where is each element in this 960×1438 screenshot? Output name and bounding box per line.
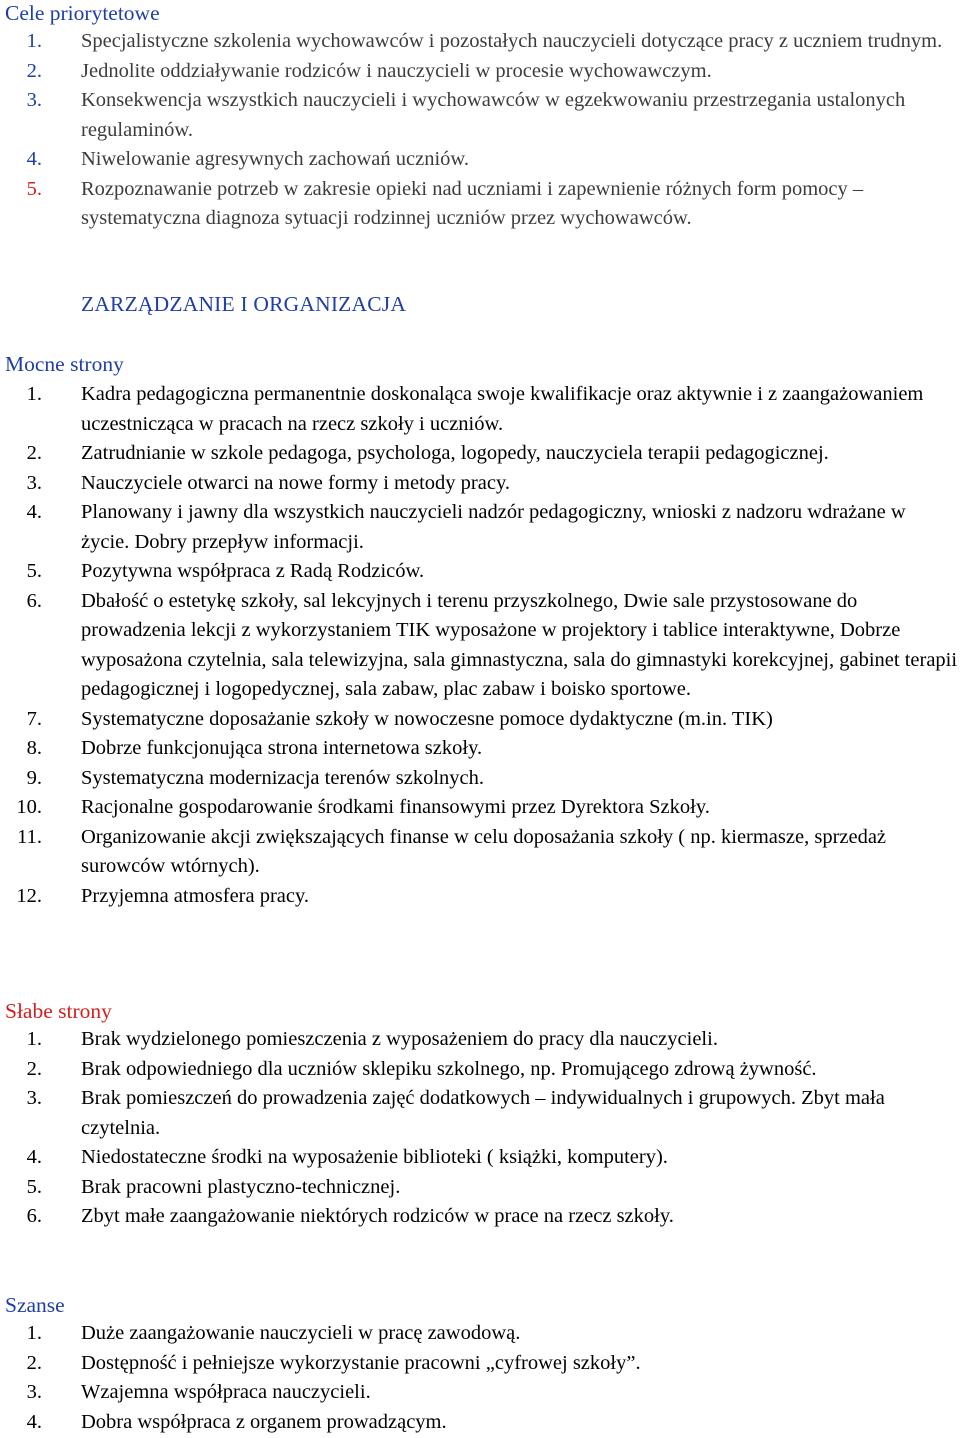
item-text: Dbałość o estetykę szkoły, sal lekcyjnych i terenu przyszkolnego, Dwie sale przystosowane do prowadzenia lekcji z wykorzystaniem TIK wyposażone w projektory i tablice interaktywne, Dobrze wyposażona czytelnia, sala telewizyjna, sala gimnastyczna, sala do gimnastyki korekcyjnej, gabinet terapii pedagogicznej i logopedycznej, sala zabaw, plac zabaw i boisko sportowe. (81, 589, 958, 700)
item-text: Duże zaangażowanie nauczycieli w pracę zawodową. (81, 1322, 521, 1344)
item-text: Planowany i jawny dla wszystkich nauczycieli nadzór pedagogiczny, wnioski z nadzoru wdrażane w życie. Dobry przepływ informacji. (81, 501, 906, 553)
strengths-heading: Mocne strony (5, 352, 124, 376)
item-number: 9. (26, 766, 42, 789)
list-item (0, 175, 960, 234)
item-number: 4. (26, 501, 42, 523)
list-item (0, 439, 960, 469)
list-item (0, 734, 960, 764)
item-number: 12. (16, 884, 42, 907)
list-item (0, 57, 960, 87)
opportunities-heading: Szanse (5, 1293, 65, 1317)
item-number: 1. (26, 383, 42, 405)
item-text: Specjalistyczne szkolenia wychowawców i pozostałych nauczycieli dotyczące pracy z uczniem trudnym. (81, 30, 943, 52)
item-number: 6. (26, 589, 42, 612)
list-item (0, 1378, 960, 1408)
list-item (0, 1408, 960, 1438)
item-text: Niwelowanie agresywnych zachowań uczniów. (81, 148, 470, 170)
item-text: Rozpoznawanie potrzeb w zakresie opieki nad uczniami i zapewnienie różnych form pomocy – systematyczna diagnoza sytuacji rodzinnej uczniów przez wychowawców. (81, 177, 864, 229)
list-item (0, 145, 960, 175)
item-number: 5. (26, 177, 42, 200)
item-number: 2. (26, 1057, 42, 1080)
list-item (0, 793, 960, 823)
list-item (0, 1349, 960, 1379)
item-number: 4. (26, 1146, 42, 1168)
item-text: Zatrudnianie w szkole pedagoga, psychologa, logopedy, nauczyciela terapii pedagogicznej. (81, 442, 829, 464)
list-item (0, 498, 960, 557)
item-text: Dobra współpraca z organem prowadzącym. (81, 1410, 447, 1433)
list-item (0, 764, 960, 794)
item-text: Systematyczna modernizacja terenów szkolnych. (81, 766, 485, 789)
item-number: 1. (26, 1322, 42, 1344)
strengths-list (0, 380, 960, 911)
item-number: 4. (26, 1410, 42, 1433)
item-number: 4. (26, 148, 42, 170)
item-number: 3. (26, 89, 42, 111)
list-item (0, 86, 960, 145)
weaknesses-heading: Słabe strony (5, 999, 112, 1023)
list-item (0, 27, 960, 57)
priorities-list (0, 27, 960, 234)
item-number: 7. (26, 707, 42, 730)
item-number: 5. (26, 1175, 42, 1198)
item-text: Wzajemna współpraca nauczycieli. (81, 1381, 371, 1403)
section-title: ZARZĄDZANIE I ORGANIZACJA (81, 292, 407, 316)
item-number: 2. (26, 1351, 42, 1374)
item-text: Organizowanie akcji zwiększających finanse w celu doposażania szkoły ( np. kiermasze, sprzedaż surowców wtórnych). (81, 825, 887, 877)
item-number: 6. (26, 1205, 42, 1227)
item-text: Niedostateczne środki na wyposażenie biblioteki ( książki, komputery). (81, 1146, 668, 1168)
item-number: 3. (26, 471, 42, 494)
item-text: Brak pomieszczeń do prowadzenia zajęć dodatkowych – indywidualnych i grupowych. Zbyt mała czytelnia. (81, 1087, 885, 1139)
item-text: Brak wydzielonego pomieszczenia z wyposażeniem do pracy dla nauczycieli. (81, 1028, 718, 1050)
item-text: Dostępność i pełniejsze wykorzystanie pracowni „cyfrowej szkoły”. (81, 1351, 641, 1374)
item-number: 1. (26, 30, 42, 52)
item-number: 5. (26, 560, 42, 582)
item-text: Pozytywna współpraca z Radą Rodziców. (81, 560, 425, 582)
weaknesses-list (0, 1025, 960, 1232)
item-text: Dobrze funkcjonująca strona internetowa szkoły. (81, 737, 483, 759)
item-number: 1. (26, 1028, 42, 1050)
item-number: 10. (16, 796, 42, 818)
item-text: Nauczyciele otwarci na nowe formy i metody pracy. (81, 471, 510, 494)
list-item (0, 823, 960, 882)
item-text: Jednolite oddziaływanie rodziców i nauczycieli w procesie wychowawczym. (81, 59, 712, 82)
list-item (0, 587, 960, 705)
item-text: Konsekwencja wszystkich nauczycieli i wychowawców w egzekwowaniu przestrzegania ustalonych regulaminów. (81, 89, 906, 141)
list-item (0, 1025, 960, 1055)
list-item (0, 1202, 960, 1232)
item-text: Brak pracowni plastyczno-technicznej. (81, 1175, 401, 1198)
item-number: 3. (26, 1381, 42, 1403)
list-item (0, 1143, 960, 1173)
item-text: Brak odpowiedniego dla uczniów sklepiku szkolnego, np. Promującego zdrową żywność. (81, 1057, 817, 1080)
item-number: 2. (26, 59, 42, 82)
item-text: Systematyczne doposażanie szkoły w nowoczesne pomoce dydaktyczne (m.in. TIK) (81, 707, 773, 730)
item-number: 2. (26, 442, 42, 464)
list-item (0, 469, 960, 499)
item-text: Kadra pedagogiczna permanentnie doskonaląca swoje kwalifikacje oraz aktywnie i z zaangażowaniem uczestnicząca w pracach na rzecz szkoły i uczniów. (81, 383, 924, 435)
item-text: Przyjemna atmosfera pracy. (81, 884, 310, 907)
list-item (0, 557, 960, 587)
list-item (0, 1084, 960, 1143)
list-item (0, 705, 960, 735)
list-item (0, 882, 960, 912)
list-item (0, 1173, 960, 1203)
item-number: 8. (26, 737, 42, 759)
list-item (0, 1319, 960, 1349)
opportunities-list (0, 1319, 960, 1437)
item-text: Racjonalne gospodarowanie środkami finansowymi przez Dyrektora Szkoły. (81, 796, 710, 818)
list-item (0, 1055, 960, 1085)
item-number: 3. (26, 1087, 42, 1109)
list-item (0, 380, 960, 439)
priorities-heading: Cele priorytetowe (5, 1, 160, 25)
item-number: 11. (17, 825, 42, 848)
item-text: Zbyt małe zaangażowanie niektórych rodziców w prace na rzecz szkoły. (81, 1205, 674, 1227)
